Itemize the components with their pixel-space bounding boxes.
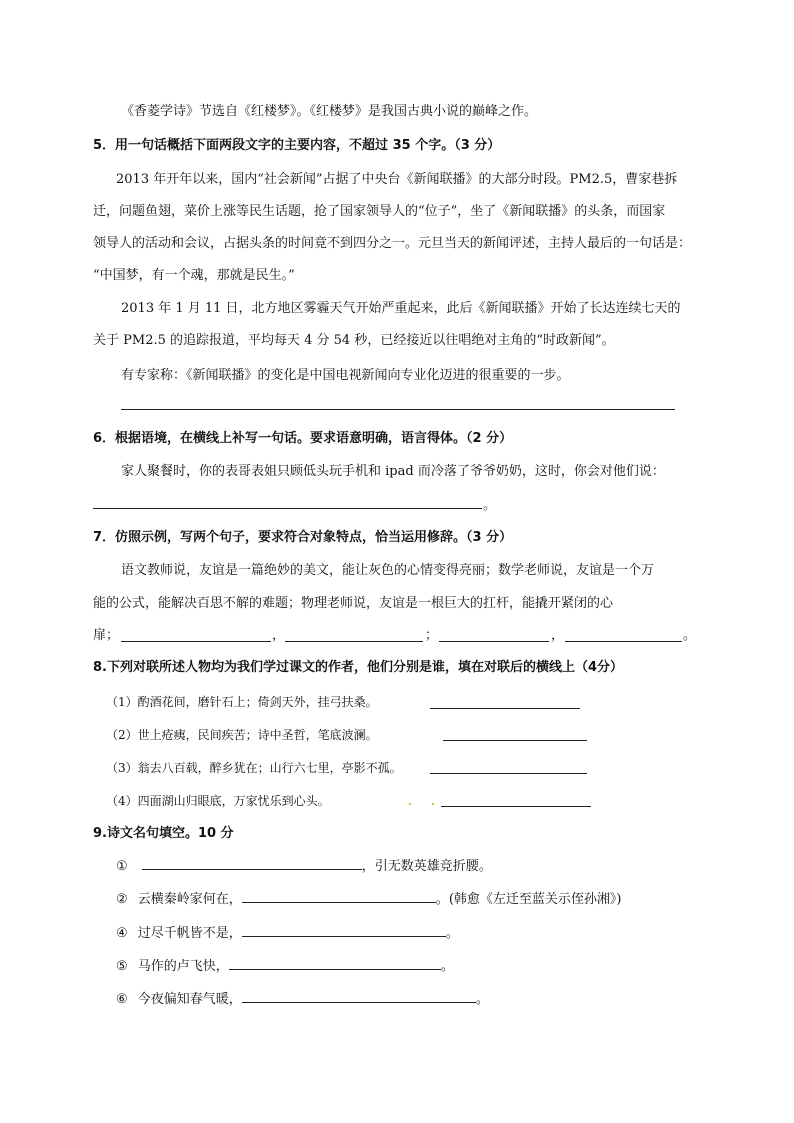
q6-answer-line[interactable] — [93, 508, 482, 509]
q9-item-5-before: 今夜偏知春气暖， — [137, 992, 242, 1007]
q5-p2-line2: 关于 PM2.5 的追踪报道，平均每天 4 分 54 秒，已经接近以往唱绝对主角的“时政新闻”。 — [93, 333, 615, 348]
q9-blank-4[interactable] — [229, 957, 441, 970]
q8-item-4: （4）四面湖山归眼底，万家忧乐到心头。 — [106, 794, 330, 808]
q8-blank-2[interactable] — [443, 740, 587, 741]
q6-body: 家人聚餐时，你的表哥表姐只顾低头玩手机和 ipad 而冷落了爷爷奶奶，这时，你会对他们说： — [121, 464, 665, 479]
q9-item-4-before: 马作的卢飞快， — [137, 959, 229, 974]
q7-blank-4[interactable] — [565, 641, 682, 642]
q9-item-2-num: ② — [116, 892, 128, 907]
q9-item-3-num: ④ — [116, 926, 128, 941]
q8-item-3: （3）翁去八百载，醉乡犹在；山行六七里，亭影不孤。 — [106, 761, 402, 775]
dot-mark-2 — [432, 803, 434, 805]
q7-sep-3: ， — [551, 628, 565, 643]
q5-p1-line2: 迁，问题鱼翅，菜价上涨等民生话题，抢了国家领导人的“位子”，坐了《新闻联播》的头条，而国家 — [93, 204, 666, 219]
q8-item-2: （2）世上疮痍，民间疾苦；诗中圣哲，笔底波澜。 — [106, 728, 378, 742]
q7-blank-3[interactable] — [439, 641, 549, 642]
q9-item-4 — [116, 957, 454, 976]
q9-blank-3[interactable] — [242, 924, 446, 937]
q7-end-mark: 。 — [683, 628, 697, 643]
dot-mark-1 — [409, 803, 411, 805]
q9-item-4-num: ⑤ — [116, 959, 128, 974]
q9-blank-5[interactable] — [242, 990, 476, 1003]
q9-item-1-after: ，引无数英雄竞折腰。 — [361, 859, 492, 874]
q7-title: 7．仿照示例，写两个句子，要求符合对象特点，恰当运用修辞。（3 分） — [93, 530, 513, 545]
q9-blank-1[interactable] — [142, 857, 362, 870]
intro-line: 《香菱学诗》节选自《红楼梦》。《红楼梦》是我国古典小说的巅峰之作。 — [121, 104, 538, 119]
q6-title: 6．根据语境，在横线上补写一句话。要求语意明确，语言得体。（2 分） — [93, 431, 513, 446]
q5-p1-line4: “中国梦，有一个魂，那就是民生。” — [93, 268, 295, 283]
q9-item-2-after: 。(韩愈《左迁至蓝关示侄孙湘》) — [435, 892, 622, 907]
q7-line2: 能的公式，能解决百思不解的难题；物理老师说，友谊是一根巨大的扛杆，能撬开紧闭的心 — [93, 596, 614, 611]
q9-item-2-before: 云横秦岭家何在， — [137, 892, 242, 907]
q9-item-3 — [116, 924, 459, 943]
q5-title: 5．用一句话概括下面两段文字的主要内容，不超过 35 个字。（3 分） — [93, 138, 501, 153]
q8-item-1: （1）酌酒花间，磨针石上；倚剑天外，挂弓扶桑。 — [106, 695, 378, 709]
q7-line1: 语文教师说，友谊是一篇绝妙的美文，能让灰色的心情变得亮丽；数学老师说，友谊是一个万 — [121, 563, 655, 578]
q9-item-4-after: 。 — [440, 959, 454, 974]
q9-item-5-after: 。 — [475, 992, 489, 1007]
q8-blank-4[interactable] — [441, 806, 591, 807]
q5-p1-line1: 2013 年开年以来，国内“社会新闻”占据了中央台《新闻联播》的大部分时段。PM2.5，曹家巷拆 — [116, 172, 678, 187]
q8-blank-3[interactable] — [430, 773, 587, 774]
q7-line3-start: 扉； — [93, 628, 120, 643]
q7-blank-1[interactable] — [121, 641, 271, 642]
q6-end-mark: 。 — [483, 498, 497, 513]
q7-sep-1: ， — [272, 628, 286, 643]
q9-blank-2[interactable] — [242, 890, 436, 903]
q7-blank-2[interactable] — [285, 641, 423, 642]
q5-p1-line3: 领导人的活动和会议，占据头条的时间竟不到四分之一。元旦当天的新闻评述，主持人最后的一句话是： — [93, 236, 692, 251]
q8-blank-1[interactable] — [430, 708, 580, 709]
q9-item-1-num: ① — [116, 859, 128, 874]
q9-title: 9.诗文名句填空。10 分 — [93, 826, 234, 841]
q9-item-5-num: ⑥ — [116, 992, 128, 1007]
q5-p2-line1: 2013 年 1 月 11 日，北方地区雾霾天气开始严重起来，此后《新闻联播》开始了长达连续七天的 — [121, 301, 681, 316]
q9-item-3-after: 。 — [445, 926, 459, 941]
q7-sep-2: ； — [425, 628, 439, 643]
q9-item-3-before: 过尽千帆皆不是， — [137, 926, 242, 941]
q9-item-2 — [116, 890, 621, 909]
q9-item-5 — [116, 990, 489, 1009]
q8-title: 8.下列对联所述人物均为我们学过课文的作者，他们分别是谁，填在对联后的横线上（4分） — [93, 660, 624, 675]
q5-p3: 有专家称：《新闻联播》的变化是中国电视新闻向专业化迈进的很重要的一步。 — [121, 368, 570, 383]
q9-item-1 — [116, 857, 492, 876]
q5-answer-line[interactable] — [121, 409, 675, 410]
